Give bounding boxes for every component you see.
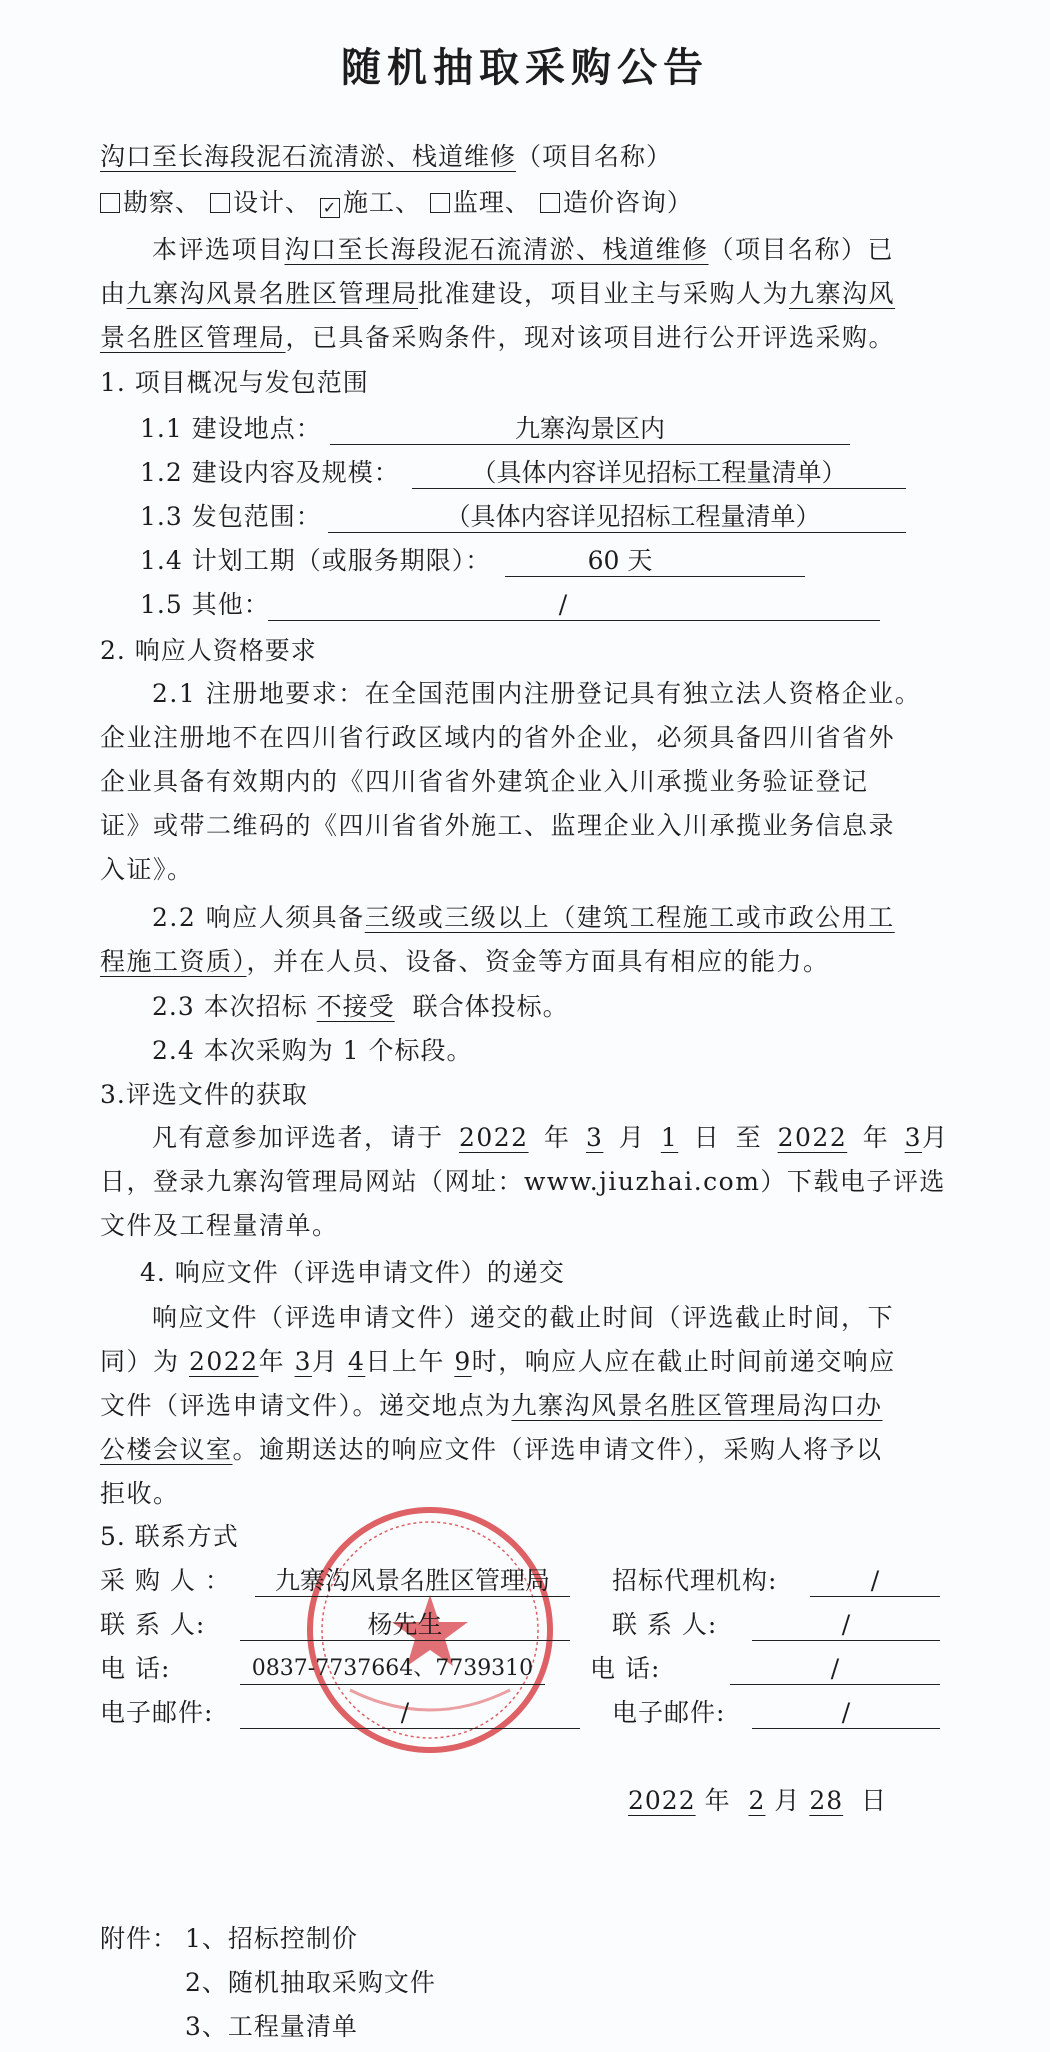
signature-date: 2022 年 2 月 28 日 — [628, 1786, 888, 1815]
agent-contact-label: 联 系 人: — [612, 1610, 718, 1639]
section-2-heading: 2. 响应人资格要求 — [100, 636, 317, 665]
contact-label: 联 系 人: — [100, 1610, 206, 1639]
contact-value: 杨先生 — [367, 1610, 443, 1639]
row-1-2-value: （具体内容详见招标工程量清单） — [471, 458, 847, 487]
agent-value: / — [870, 1566, 880, 1595]
project-name: 沟口至长海段泥石流清淤、栈道维修 — [100, 142, 517, 171]
section-2-4: 2.4 本次采购为 1 个标段。 — [152, 1036, 473, 1065]
agent-label: 招标代理机构: — [612, 1566, 778, 1595]
project-name-line: 沟口至长海段泥石流清淤、栈道维修（项目名称） — [100, 142, 673, 171]
section-4-paragraph: 响应文件（评选申请文件）递交的截止时间（评选截止时间，下 同）为 2022年 3月 4日上午 9时，响应人应在截止时间前递交响应 文件（评选申请文件）。递交地点为九寨沟风景名胜区管理局沟口办 公楼会议室。逾期送达的响应文件（评选申请文件），采购人将予以 拒收。 — [100, 1303, 896, 1508]
checkbox-cost-consulting[interactable] — [540, 193, 560, 213]
row-1-3-label: 1.3 发包范围： — [140, 502, 322, 531]
checkbox-design[interactable] — [210, 193, 230, 213]
agent-email-label: 电子邮件: — [612, 1698, 726, 1727]
attachment-item: 2、随机抽取采购文件 — [185, 1968, 436, 1997]
section-2-3: 2.3 本次招标 不接受 联合体投标。 — [152, 992, 569, 1021]
checkbox-survey[interactable] — [100, 193, 120, 213]
row-1-2-label: 1.2 建设内容及规模： — [140, 458, 400, 487]
purchaser-value: 九寨沟风景名胜区管理局 — [274, 1566, 550, 1595]
row-1-4-label: 1.4 计划工期（或服务期限）： — [140, 546, 492, 575]
row-1-1-label: 1.1 建设地点： — [140, 414, 322, 443]
attachment-item: 3、工程量清单 — [185, 2012, 358, 2041]
check-mark-icon: ✓ — [322, 198, 338, 217]
row-1-5-value: / — [558, 590, 568, 619]
email-label: 电子邮件: — [100, 1698, 214, 1727]
phone-label: 电 话: — [100, 1654, 171, 1683]
attachment-item: 1、招标控制价 — [185, 1924, 358, 1953]
agent-contact-value: / — [841, 1610, 851, 1639]
section-3-paragraph: 凡有意参加评选者，请于 2022 年 3 月 1 日 至 2022 年 3月 日，登录九寨沟管理局网站（网址：www.jiuzhai.com）下载电子评选 文件及工程量清单。 — [100, 1123, 949, 1240]
checkbox-construction[interactable] — [320, 198, 340, 218]
category-checkboxes: 勘察、 设计、 ✓ 施工、 监理、 造价咨询） — [100, 186, 693, 220]
row-1-4-value: 60 天 — [587, 546, 653, 575]
agent-phone-value: / — [830, 1654, 840, 1683]
phone-value: 0837-7737664、7739310 — [251, 1656, 534, 1681]
row-1-1-value: 九寨沟景区内 — [514, 414, 665, 443]
section-5-heading: 5. 联系方式 — [100, 1522, 239, 1551]
row-1-5-label: 1.5 其他： — [140, 590, 270, 619]
attachments-label: 附件： — [100, 1924, 179, 1953]
intro-paragraph: 本评选项目沟口至长海段泥石流清淤、栈道维修（项目名称）已 由九寨沟风景名胜区管理局批准建设，项目业主与采购人为九寨沟风 景名胜区管理局，已具备采购条件，现对该项目进行公开评选采购。 — [100, 235, 896, 352]
row-1-3-value: （具体内容详见招标工程量清单） — [445, 502, 821, 531]
agent-email-value: / — [841, 1698, 851, 1727]
purchaser-label: 采 购 人 ： — [100, 1566, 231, 1595]
section-3-heading: 3.评选文件的获取 — [100, 1080, 308, 1109]
section-2-2-paragraph: 2.2 响应人须具备三级或三级以上（建筑工程施工或市政公用工 程施工资质），并在人员、设备、资金等方面具有相应的能力。 — [100, 903, 895, 976]
agent-phone-label: 电 话: — [590, 1654, 661, 1683]
page-title: 随机抽取采购公告 — [341, 44, 709, 91]
section-2-1-paragraph: 2.1 注册地要求：在全国范围内注册登记具有独立法人资格企业。 企业注册地不在四川省行政区域内的省外企业，必须具备四川省省外 企业具备有效期内的《四川省省外建筑企业入川承揽业务验证登记 证》或带二维码的《四川省省外施工、监理企业入川承揽业务信息录 入证》。 — [100, 679, 922, 884]
section-4-heading: 4. 响应文件（评选申请文件）的递交 — [140, 1258, 565, 1287]
checkbox-supervision[interactable] — [430, 193, 450, 213]
email-value: / — [400, 1698, 410, 1727]
section-1-heading: 1. 项目概况与发包范围 — [100, 368, 369, 397]
